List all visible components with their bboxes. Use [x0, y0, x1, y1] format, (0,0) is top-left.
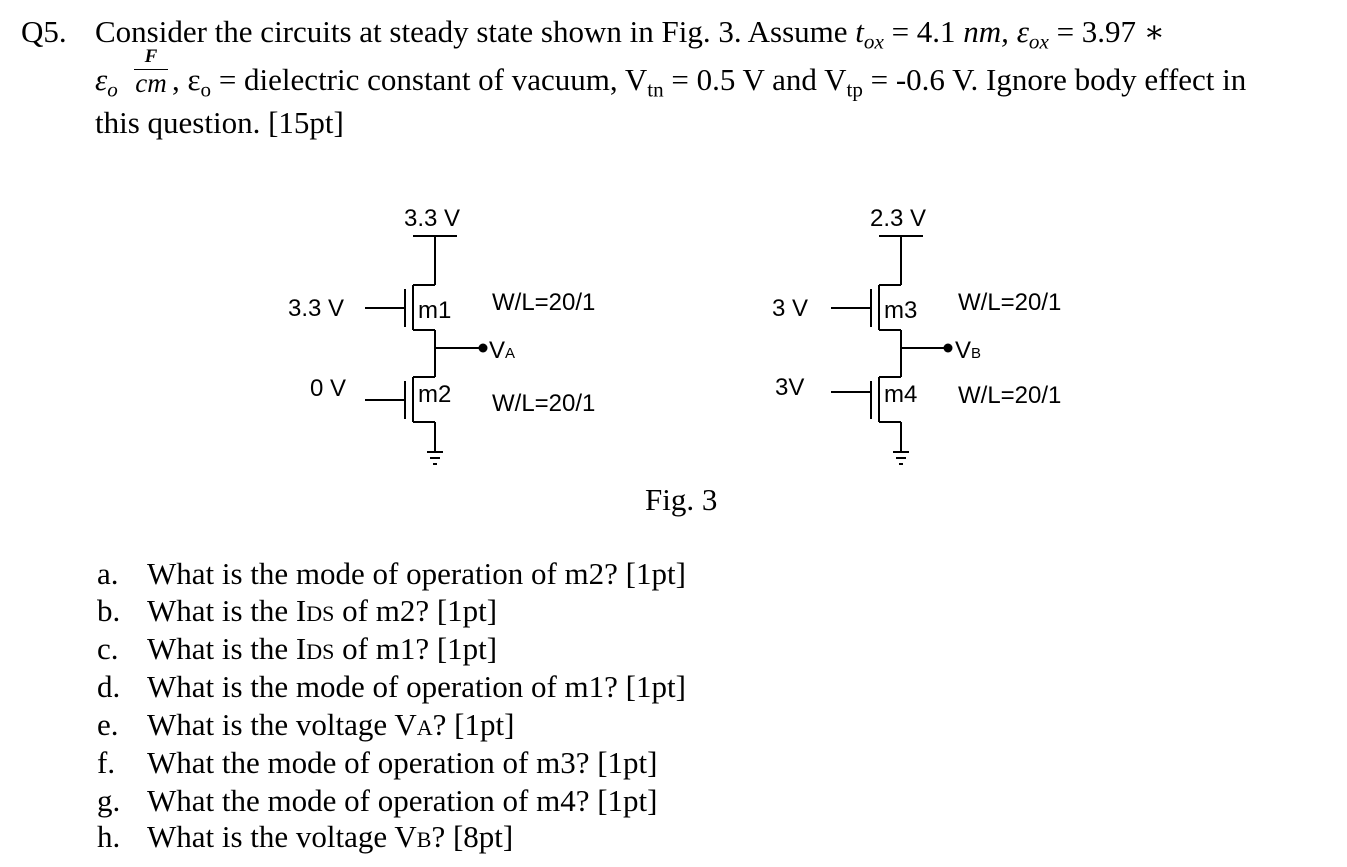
sub-question-c: c. What is the IDS of m1? [1pt] — [97, 631, 498, 666]
question-line-3: this question. [15pt] — [95, 105, 344, 140]
sub-question-d: d. What is the mode of operation of m1? [1pt] — [97, 669, 686, 704]
question-line-1: Consider the circuits at steady state shown in Fig. 3. Assume $t_{ox} = 4.1$ nm, $\varepsilon_{ox} = 3.97$ ∗ — [95, 14, 1165, 54]
question-line-2: , $\varepsilon_o$ = dielectric constant of vacuum, $V_{tn} = 0.5$ V and $V_{tp} = -0.6$ V. Ignore body effect in — [172, 62, 1247, 102]
m2-ratio: W/L=20/1 — [492, 390, 596, 417]
m3-gate-voltage: 3 V — [772, 295, 809, 322]
supply-voltage-2: 2.3 V — [870, 205, 927, 232]
epsilon-zero-symbol: $\varepsilon_o$ — [95, 62, 118, 102]
m1-ratio: W/L=20/1 — [492, 289, 596, 316]
node-b-label: VB — [955, 337, 982, 364]
m3-ratio: W/L=20/1 — [958, 289, 1062, 316]
node-a-label: VA — [489, 337, 516, 364]
sub-question-a: a. What is the mode of operation of m2? [1pt] — [97, 556, 686, 591]
m2-label: m2 — [418, 381, 452, 408]
m1-label: m1 — [418, 297, 452, 324]
sub-question-g: g. What the mode of operation of m4? [1pt] — [97, 783, 658, 818]
figure-caption: Fig. 3 — [645, 482, 718, 517]
question-number: Q5. — [21, 14, 67, 49]
circuit-1-wiring — [365, 236, 480, 464]
m4-gate-voltage: 3V — [775, 374, 805, 401]
m4-ratio: W/L=20/1 — [958, 382, 1062, 409]
sub-question-b: b. What is the IDS of m2? [1pt] — [97, 593, 498, 628]
unit-fraction: F cm — [135, 46, 167, 98]
m1-gate-voltage: 3.3 V — [288, 295, 345, 322]
m3-label: m3 — [884, 297, 918, 324]
circuit-2-wiring — [831, 236, 945, 464]
node-a-dot — [479, 344, 488, 353]
node-b-dot — [944, 344, 953, 353]
sub-question-f: f. What the mode of operation of m3? [1pt] — [97, 745, 658, 780]
m4-label: m4 — [884, 381, 918, 408]
sub-question-e: e. What is the voltage VA? [1pt] — [97, 707, 515, 742]
supply-voltage-1: 3.3 V — [404, 205, 461, 232]
m2-gate-voltage: 0 V — [310, 375, 347, 402]
sub-question-h: h. What is the voltage VB? [8pt] — [97, 819, 514, 854]
